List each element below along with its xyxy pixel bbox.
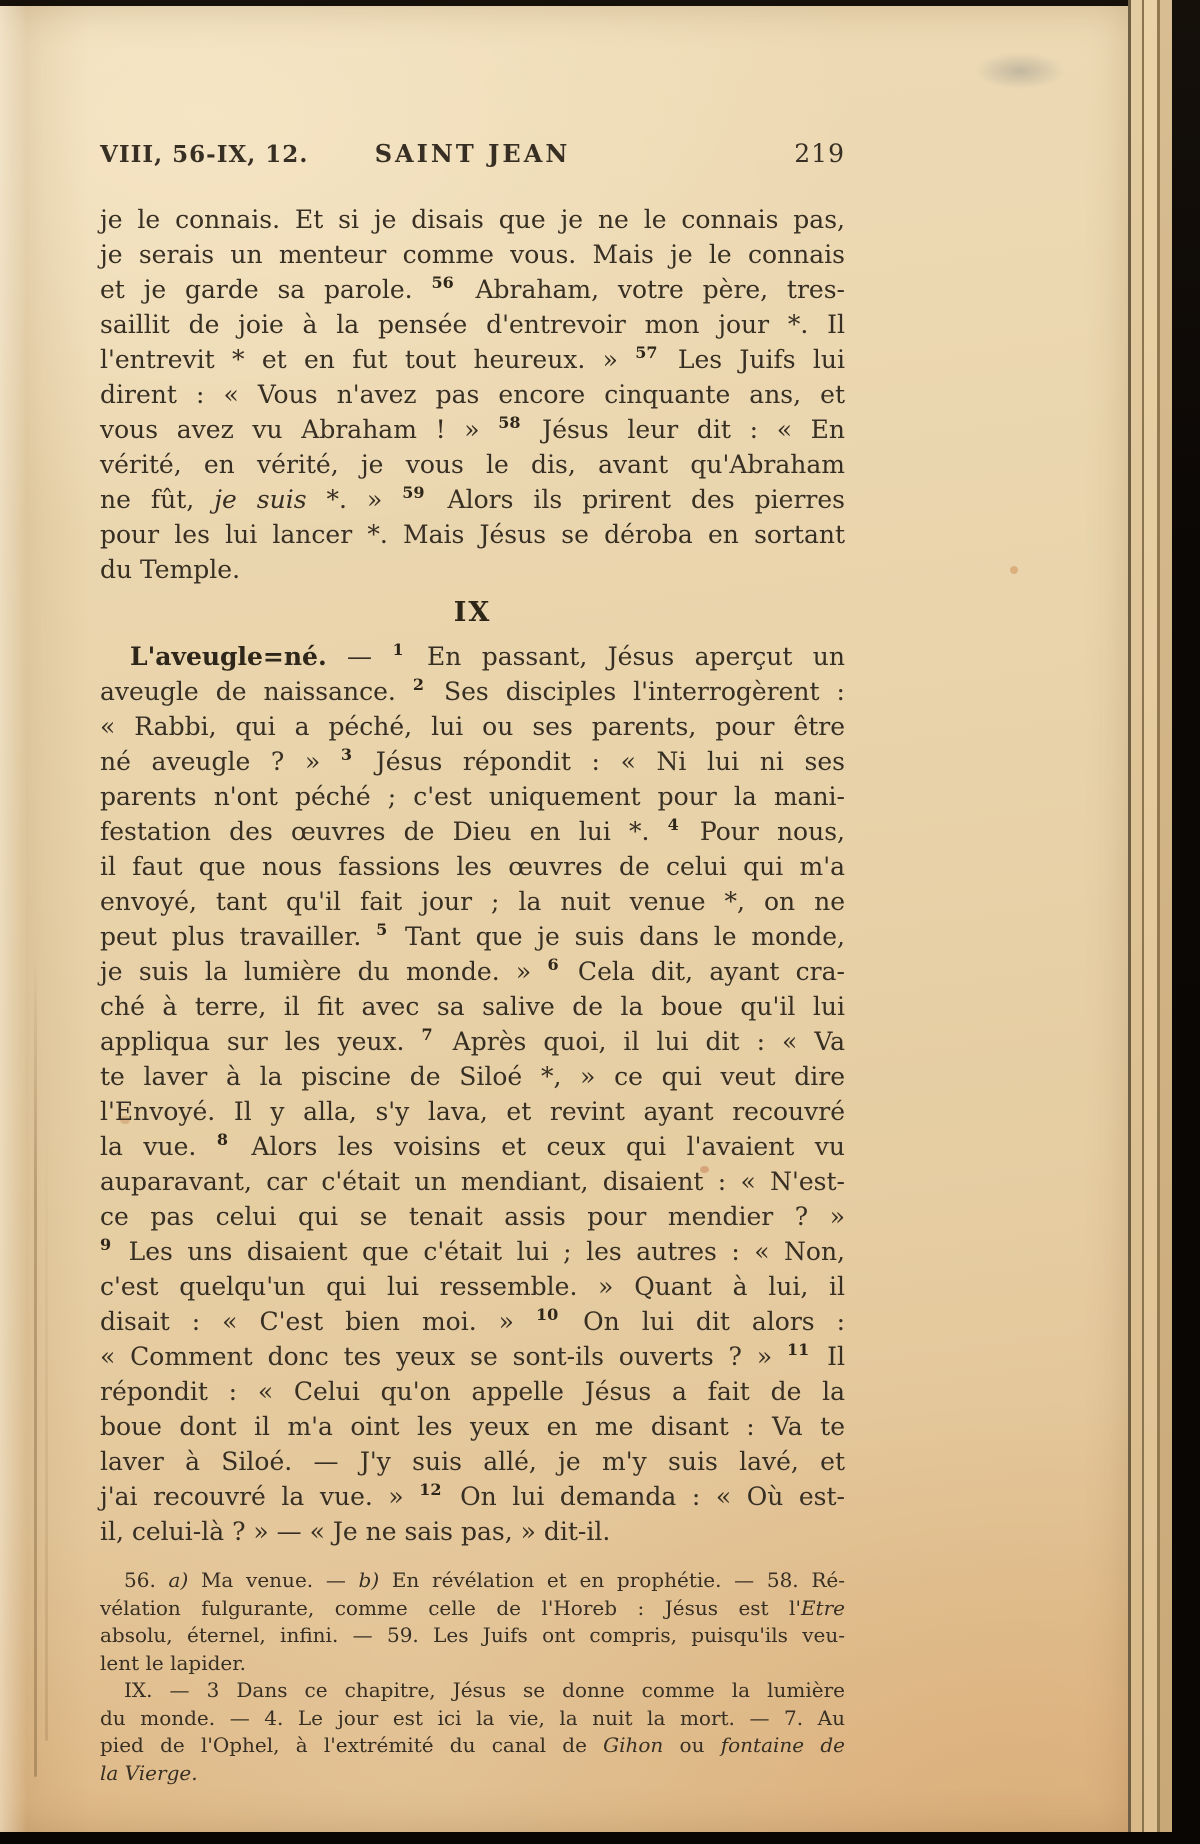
paper-fleck [1010, 566, 1018, 574]
text-line: l'entrevit * et en fut tout heureux. » $^{57}$ Les Juifs lui [100, 342, 845, 374]
text-line: absolu, éternel, infini. — 59. Les Juifs ont compris, puisqu'ils veu- [100, 1623, 845, 1647]
text-line: je le connais. Et si je disais que je ne le connais pas, [100, 205, 845, 234]
text-line: « Comment donc tes yeux se sont-ils ouverts ? » $^{11}$ Il [100, 1339, 845, 1371]
text-line: il faut que nous fassions les œuvres de celui qui m'a [100, 852, 845, 881]
text-line: te laver à la piscine de Siloé *, » ce qui veut dire [100, 1062, 845, 1091]
text-line: disait : « C'est bien moi. » $^{10}$ On lui dit alors : [100, 1304, 846, 1336]
text-line: vérité, en vérité, je vous le dis, avant qu'Abraham [100, 450, 845, 479]
text-line: j'ai recouvré la vue. » $^{12}$ On lui demanda : « Où est- [100, 1479, 845, 1511]
text-line: 56. a) Ma venue. — b) En révélation et en prophétie. — 58. Ré- [124, 1568, 845, 1592]
book-page [0, 6, 1128, 1832]
page-content [100, 139, 845, 1787]
text-line: la vue. $^8$ Alors les voisins et ceux qui l'avaient vu [100, 1129, 846, 1161]
text-line: aveugle de naissance. $^2$ Ses disciples l'interrogèrent : [100, 674, 845, 706]
text-line: appliqua sur les yeux. $^7$ Après quoi, il lui dit : « Va [100, 1024, 845, 1056]
page-header [100, 139, 845, 167]
text-line: L'aveugle=né. — $^1$ En passant, Jésus aperçut un [130, 639, 845, 671]
paper-smudge [960, 46, 1080, 96]
footnotes-section [100, 1567, 845, 1787]
text-line: je suis la lumière du monde. » $^6$ Cela dit, ayant cra- [100, 954, 845, 986]
text-line: du Temple. [100, 555, 241, 584]
text-line: ne fût, je suis *. » $^{59}$ Alors ils prirent des pierres [100, 482, 845, 514]
text-line: je serais un menteur comme vous. Mais je le connais [100, 240, 845, 269]
verse-reference: VIII, 56-IX, 12. [100, 141, 309, 168]
text-line: il, celui-là ? » — « Je ne sais pas, » dit-il. [100, 1517, 611, 1546]
text-line: c'est quelqu'un qui lui ressemble. » Quant à lui, il [100, 1272, 845, 1301]
paragraph-john-viii [100, 202, 845, 587]
paragraph-john-ix [100, 639, 845, 1549]
text-line: lent le lapider. [100, 1650, 246, 1675]
text-line: IX. — 3 Dans ce chapitre, Jésus se donne comme la lumière [124, 1678, 845, 1702]
text-line: parents n'ont péché ; c'est uniquement pour la mani- [100, 782, 845, 811]
page-crease [45, 1102, 48, 1741]
text-line: boue dont il m'a oint les yeux en me disant : Va te [100, 1412, 845, 1441]
text-line: l'Envoyé. Il y alla, s'y lava, et revint ayant recouvré [100, 1097, 845, 1126]
text-line: dirent : « Vous n'avez pas encore cinquante ans, et [100, 380, 845, 409]
text-line: la Vierge. [100, 1760, 198, 1785]
text-line: peut plus travailler. $^5$ Tant que je suis dans le monde, [100, 919, 845, 951]
page-edge-strip [1144, 0, 1157, 1832]
text-line: envoyé, tant qu'il fait jour ; la nuit venue *, on ne [100, 887, 845, 916]
text-line: et je garde sa parole. $^{56}$ Abraham, votre père, tres- [100, 272, 845, 304]
page-stack-edges [1128, 0, 1172, 1832]
text-line: ché à terre, il fit avec sa salive de la boue qu'il lui [100, 992, 845, 1021]
page-number: 219 [794, 139, 845, 168]
text-line: vous avez vu Abraham ! » $^{58}$ Jésus leur dit : « En [100, 412, 845, 444]
text-line: festation des œuvres de Dieu en lui *. $^4$ Pour nous, [100, 814, 845, 846]
text-line: ce pas celui qui se tenait assis pour mendier ? » [100, 1202, 845, 1231]
footnote-block-1 [100, 1567, 845, 1677]
text-line: pied de l'Ophel, à l'extrémité du canal de Gihon ou fontaine de [100, 1733, 845, 1757]
text-line: $^9$ Les uns disaient que c'était lui ; les autres : « Non, [100, 1234, 845, 1266]
page-edge-strip [1131, 0, 1142, 1832]
text-line: auparavant, car c'était un mendiant, disaient : « N'est- [100, 1167, 845, 1196]
chapter-heading: IX [453, 597, 492, 628]
text-line: vélation fulgurante, comme celle de l'Horeb : Jésus est l'Etre [100, 1595, 845, 1620]
text-line: répondit : « Celui qu'on appelle Jésus a fait de la [100, 1377, 845, 1406]
running-title: SAINT JEAN [374, 139, 571, 168]
text-line: né aveugle ? » $^3$ Jésus répondit : « Ni lui ni ses [100, 744, 845, 776]
text-line: pour les lui lancer *. Mais Jésus se déroba en sortant [100, 520, 845, 549]
text-line: laver à Siloé. — J'y suis allé, je m'y suis lavé, et [100, 1447, 845, 1476]
page-crease [34, 956, 37, 1778]
text-line: « Rabbi, qui a péché, lui ou ses parents, pour être [100, 712, 845, 741]
page-edge-strip [1160, 0, 1172, 1832]
text-line: du monde. — 4. Le jour est ici la vie, la nuit la mort. — 7. Au [100, 1705, 845, 1730]
footnote-block-2 [100, 1677, 845, 1787]
text-line: saillit de joie à la pensée d'entrevoir mon jour *. Il [100, 310, 845, 339]
